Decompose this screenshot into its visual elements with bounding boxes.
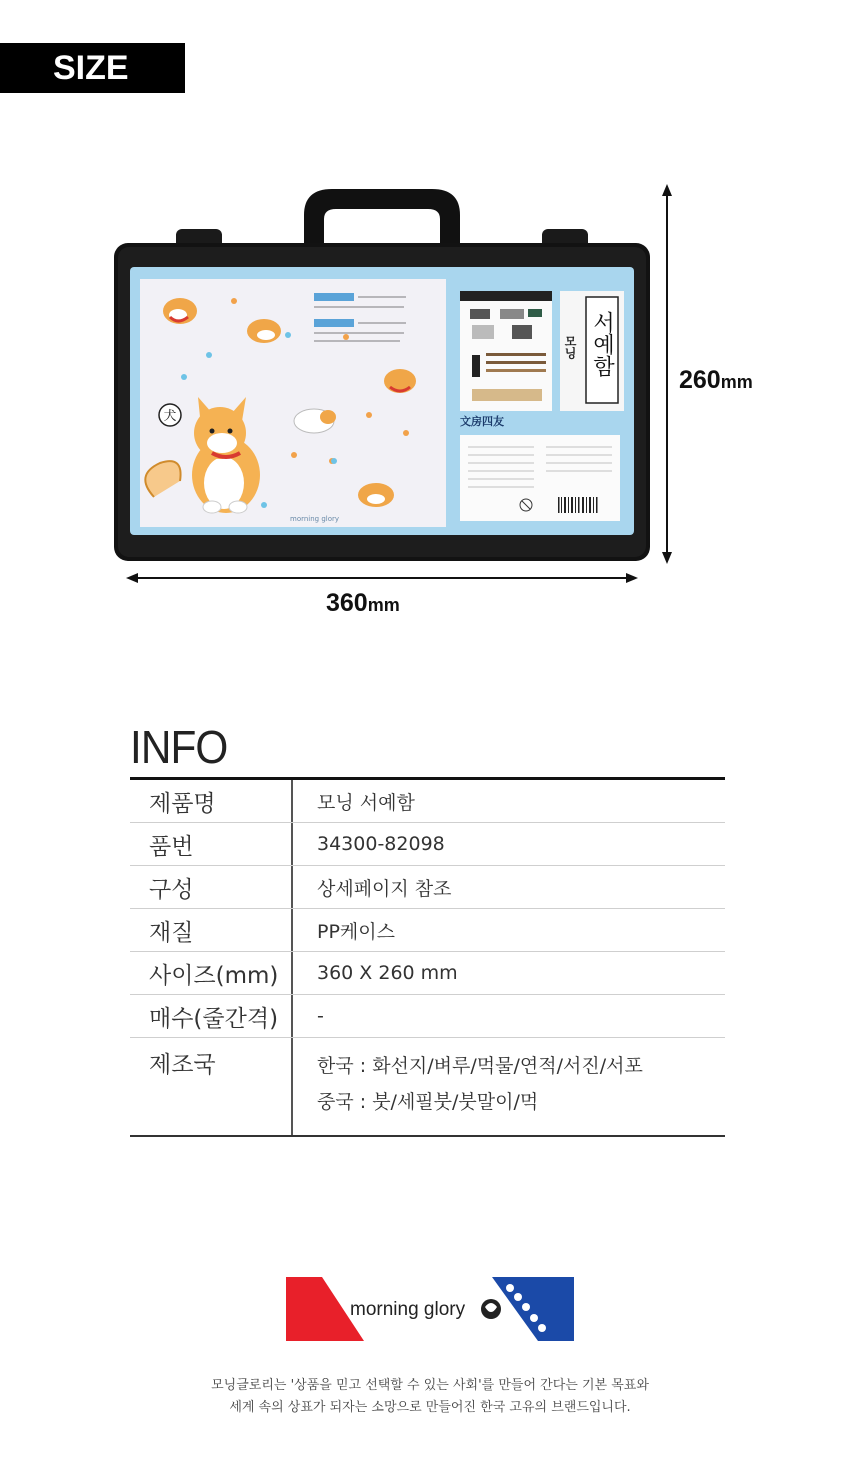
row-value: PP케이스 [317,920,395,943]
dog-badge: 犬 [163,409,177,424]
row-value-line: 한국 : 화선지/벼루/먹물/연적/서진/서포 [317,1055,643,1077]
brand-logo-text: morning glory [350,1299,466,1320]
row-label: 제조국 [130,1038,293,1135]
table-row [130,823,725,866]
brand-tagline-line2: 세계 속의 상표가 되자는 소망으로 만들어진 한국 고유의 브랜드입니다. [229,1400,631,1415]
box-brand-small: 모닝 [563,335,577,359]
table-row [130,1038,725,1135]
brand-tagline-line1: 모닝글로리는 '상품을 믿고 선택할 수 있는 사회'를 만들어 간다는 기본 목표와 [211,1378,649,1393]
width-dimension-label: 360mm [326,589,400,617]
row-label: 재질 [130,909,293,951]
row-label: 구성 [130,866,293,908]
height-dimension-label: 260mm [679,366,753,394]
box-title: 서예함 [589,311,615,377]
table-row [130,995,725,1038]
info-title: INFO [130,721,228,773]
row-value: 상세페이지 참조 [317,877,452,900]
table-row [130,780,725,823]
row-label: 사이즈(mm) [130,952,293,994]
dimension-arrows [0,0,860,640]
row-label: 제품명 [130,780,293,822]
row-value: - [317,1005,324,1027]
row-value: 모닝 서예함 [317,791,415,814]
box-logo-small: morning glory [290,515,340,523]
row-value [293,1038,725,1135]
row-value: 360 X 260 mm [317,962,458,984]
table-row [130,866,725,909]
table-row [130,909,725,952]
brand-logo [286,1277,574,1341]
table-row [130,952,725,995]
row-value: 34300-82098 [317,833,445,855]
row-label: 매수(줄간격) [130,995,293,1037]
row-value-line: 중국 : 붓/세필붓/붓말이/먹 [317,1091,539,1113]
box-subtitle: 文房四友 [460,415,504,428]
size-badge: SIZE [0,43,185,93]
row-label: 품번 [130,823,293,865]
info-table [130,777,725,1137]
